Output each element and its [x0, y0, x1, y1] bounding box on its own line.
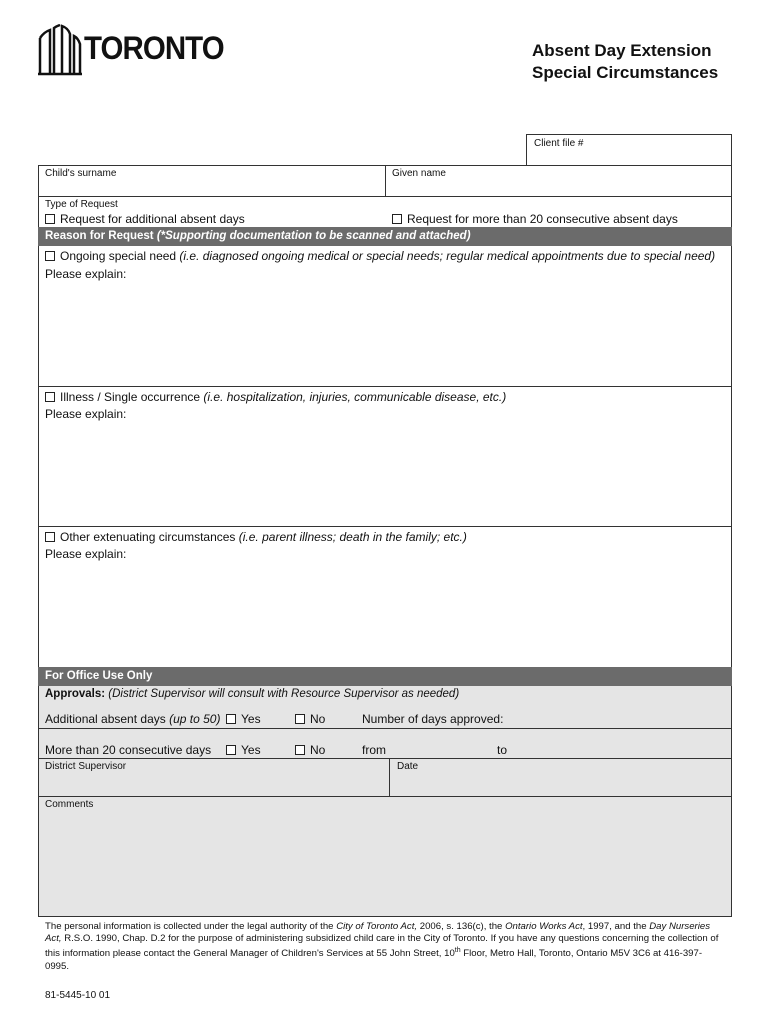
form-number: 81-5445-10 01: [45, 990, 111, 1001]
logo-wordmark: TORONTO: [84, 30, 224, 66]
additional-days-yes-checkbox[interactable]: [226, 714, 236, 724]
reason-illness-single-occurrence[interactable]: Illness / Single occurrence (i.e. hospitalization, injuries, communicable disease, etc.): [45, 390, 506, 404]
additional-days-no-checkbox[interactable]: [295, 714, 305, 724]
more-than-20-no[interactable]: No: [295, 743, 325, 757]
other-extenuating-explanation[interactable]: [39, 562, 731, 666]
district-supervisor-label: District Supervisor: [45, 761, 127, 772]
days-approved-input[interactable]: [500, 712, 728, 726]
ongoing-special-need-checkbox[interactable]: [45, 251, 55, 261]
given-name-label: Given name: [392, 168, 446, 179]
client-file-field[interactable]: [526, 134, 732, 166]
reason-ongoing-special-need[interactable]: Ongoing special need (i.e. diagnosed ongoing medical or special needs; regular medical appointments due to special need): [45, 249, 715, 263]
reason-other-extenuating[interactable]: Other extenuating circumstances (i.e. parent illness; death in the family; etc.): [45, 530, 467, 544]
more-than-20-yes-checkbox[interactable]: [226, 745, 236, 755]
to-date-input[interactable]: [512, 743, 722, 757]
to-label: to: [497, 743, 508, 757]
childs-surname-input[interactable]: [39, 180, 384, 195]
office-use-header: For Office Use Only: [38, 667, 732, 686]
additional-days-no[interactable]: No: [295, 712, 325, 726]
more-than-20-label: More than 20 consecutive days: [45, 743, 212, 757]
childs-surname-label: Child's surname: [45, 168, 117, 179]
additional-days-label: Additional absent days (up to 50): [45, 712, 221, 726]
city-hall-icon: [38, 24, 82, 76]
request-additional-checkbox[interactable]: [45, 214, 55, 224]
additional-days-yes[interactable]: Yes: [226, 712, 261, 726]
title-line-1: Absent Day Extension: [532, 41, 712, 60]
date-label: Date: [397, 761, 419, 772]
ongoing-special-need-explanation[interactable]: [39, 282, 731, 386]
comments-input[interactable]: [39, 812, 731, 916]
request-more-than-20-checkbox[interactable]: [392, 214, 402, 224]
illness-explanation[interactable]: [39, 422, 731, 526]
district-supervisor-input[interactable]: [39, 773, 388, 796]
approvals-line: Approvals: (District Supervisor will consult with Resource Supervisor as needed): [45, 688, 460, 700]
form-title: [532, 40, 718, 84]
illness-checkbox[interactable]: [45, 392, 55, 402]
client-file-label: Client file #: [534, 138, 584, 149]
request-additional-option[interactable]: Request for additional absent days: [45, 212, 245, 226]
more-than-20-no-checkbox[interactable]: [295, 745, 305, 755]
please-explain-label: Please explain:: [45, 267, 127, 281]
given-name-input[interactable]: [386, 180, 731, 195]
from-date-input[interactable]: [392, 743, 492, 757]
reason-section-header: Reason for Request (*Supporting documentation to be scanned and attached): [38, 227, 732, 246]
more-than-20-yes[interactable]: Yes: [226, 743, 261, 757]
other-extenuating-checkbox[interactable]: [45, 532, 55, 542]
request-more-than-20-option[interactable]: Request for more than 20 consecutive absent days: [392, 212, 678, 226]
date-input[interactable]: [390, 773, 731, 796]
type-of-request-label: Type of Request: [45, 199, 118, 210]
title-line-2: Special Circumstances: [532, 63, 719, 82]
from-label: from: [362, 743, 386, 757]
please-explain-label: Please explain:: [45, 547, 127, 561]
privacy-notice: The personal information is collected under the legal authority of the City of Toronto Act, 2006, s. 136(c), the Ontario Works Act, 1997, and the Day Nurseries Act, R.S.O. 1990, Chap. D.2 for the purpose of administering subsidized child care in the City of Toronto. If you have any questions concerning the collection of this information please contact the General Manager of Children's Services at 55 John Street, 10th Floor, Metro Hall, Toronto, Ontario M5V 3C6 at 416-397-0995.: [45, 921, 719, 972]
comments-label: Comments: [45, 799, 94, 810]
please-explain-label: Please explain:: [45, 407, 127, 421]
toronto-logo: [38, 24, 224, 76]
days-approved-label: Number of days approved:: [362, 712, 504, 726]
